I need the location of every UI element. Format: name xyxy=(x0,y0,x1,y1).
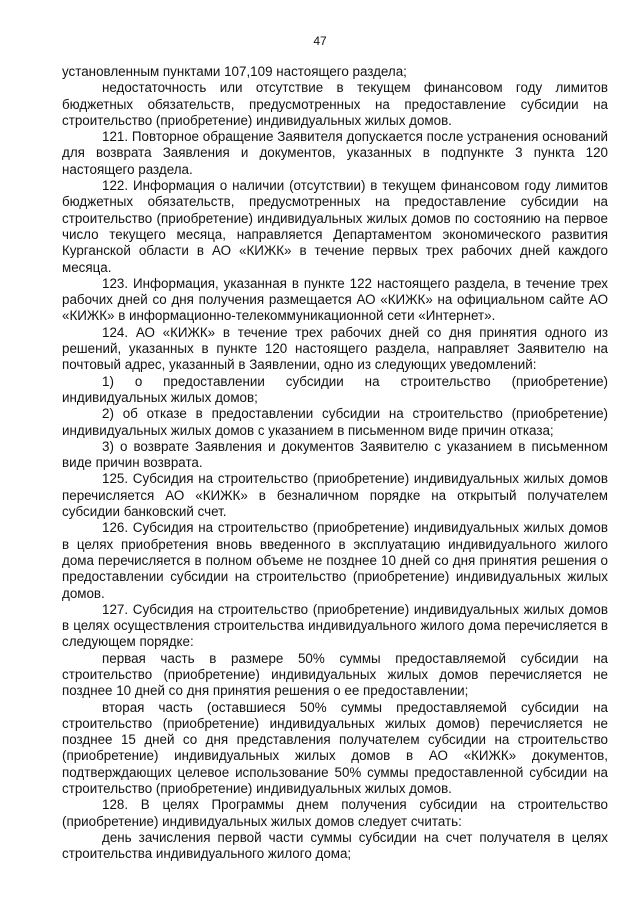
paragraph-124-item-2: 2) об отказе в предоставлении субсидии на строительство (приобретение) индивидуальных жилых домов с указанием в письменном виде причин отказа; xyxy=(62,406,608,438)
paragraph-127-second-part: вторая часть (оставшиеся 50% суммы предоставляемой субсидии на строительство (приобретение) индивидуальных жилых домов) перечисляется не позднее 15 дней со дня представления получателем субсидии на строительство (приобретение) индивидуальных жилых домов в АО «КИЖК» документов, подтверждающих целевое использование 50% суммы предоставленной субсидии на строительство (приобретение) индивидуальных жилых домов. xyxy=(62,699,608,797)
paragraph-124-item-3: 3) о возврате Заявления и документов Заявителю с указанием в письменном виде причин возврата. xyxy=(62,438,608,471)
paragraph-125: 125. Субсидия на строительство (приобретение) индивидуальных жилых домов перечисляется АО «КИЖК» в безналичном порядке на открытый получателем субсидии банковский счет. xyxy=(62,471,608,520)
paragraph-121: 121. Повторное обращение Заявителя допускается после устранения оснований для возврата Заявления и документов, указанных в подпункте 3 пункта 120 настоящего раздела. xyxy=(62,129,608,177)
paragraph-128-first-day: день зачисления первой части суммы субсидии на счет получателя в целях строительства индивидуального жилого дома; xyxy=(62,829,608,862)
paragraph-127: 127. Субсидия на строительство (приобретение) индивидуальных жилых домов в целях осуществления строительства индивидуального жилого дома перечисляется в следующем порядке: xyxy=(62,601,608,650)
paragraph-124-item-1: 1) о предоставлении субсидии на строительство (приобретение) индивидуальных жилых домов; xyxy=(62,373,608,405)
paragraph-124: 124. АО «КИЖК» в течение трех рабочих дней со дня принятия одного из решений, указанных в пункте 120 настоящего раздела, направляет Заявителю на почтовый адрес, указанный в Заявлении, одно из следующих уведомлений: xyxy=(62,324,608,373)
page-number: 47 xyxy=(313,34,327,48)
paragraph-123: 123. Информация, указанная в пункте 122 настоящего раздела, в течение трех рабочих дней со дня получения размещается АО «КИЖК» на официальном сайте АО «КИЖК» в информационно-телекоммуникационной сети «Интернет». xyxy=(62,275,608,324)
paragraph-122: 122. Информация о наличии (отсутствии) в текущем финансовом году лимитов бюджетных обязательств, предусмотренных на предоставление субсидии на строительство (приобретение) индивидуальных жилых домов по состоянию на первое число текущего месяца, направляется Департаментом экономического развития Курганской области в АО «КИЖК» в течение первых трех рабочих дней каждого месяца. xyxy=(62,178,608,275)
paragraph-126: 126. Субсидия на строительство (приобретение) индивидуальных жилых домов в целях приобретения вновь введенного в эксплуатацию индивидуального жилого дома перечисляется в полном объеме не позднее 10 дней со дня принятия решения о предоставлении субсидии на строительство (приобретение) индивидуальных жилых домов. xyxy=(62,520,608,601)
paragraph-127-first-part: первая часть в размере 50% суммы предоставляемой субсидии на строительство (приобретение) индивидуальных жилых домов перечисляется не позднее 10 дней со дня принятия решения о ее предоставлении; xyxy=(62,650,608,699)
paragraph-clause-120-continuation: установленным пунктами 107,109 настоящего раздела; xyxy=(62,64,407,79)
paragraph-clause-120-limits: недостаточность или отсутствие в текущем финансовом году лимитов бюджетных обязательств, предусмотренных на предоставление субсидии на строительство (приобретение) индивидуальных жилых домов. xyxy=(62,80,608,128)
paragraph-128: 128. В целях Программы днем получения субсидии на строительство (приобретение) индивидуальных жилых домов следует считать: xyxy=(62,797,608,829)
document-body xyxy=(62,64,608,863)
